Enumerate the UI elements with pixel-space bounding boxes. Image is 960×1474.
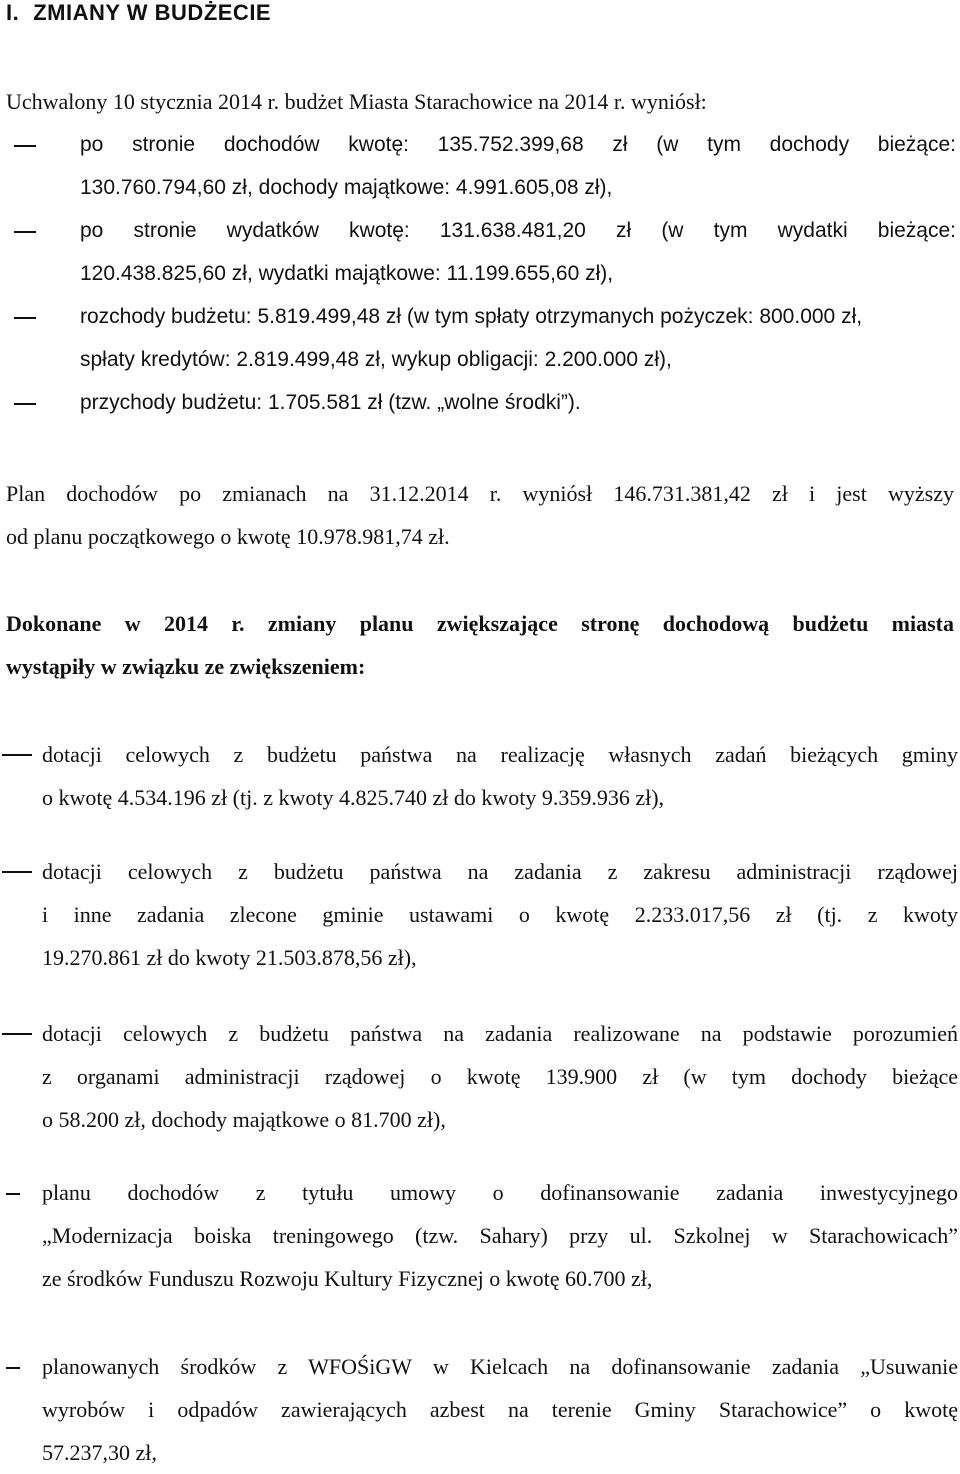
list-item-line: „Modernizacja boiska treningowego (tzw. Sahary) przy ul. Szkolnej w Starachowicach” (42, 1223, 958, 1248)
list-item-line: po stronie wydatków kwotę: 131.638.481,20 zł (w tym wydatki bieżące: (80, 219, 956, 242)
list-item-line: i inne zadania zlecone gminie ustawami o kwotę 2.233.017,56 zł (tj. z kwoty (42, 902, 958, 927)
changes-heading (6, 602, 954, 688)
changes-list (0, 1171, 958, 1300)
changes-heading-line: Dokonane w 2014 r. zmiany planu zwiększające stronę dochodową budżetu miasta (6, 611, 954, 636)
dash-bullet (6, 1367, 20, 1369)
section-heading (6, 0, 271, 26)
list-item (0, 1012, 958, 1141)
plan-line: od planu początkowego o kwotę 10.978.981,74 zł. (6, 524, 450, 549)
changes-list (0, 1012, 958, 1141)
dash-bullet (6, 1193, 20, 1195)
list-item-line: ze środków Funduszu Rozwoju Kultury Fizycznej o kwotę 60.700 zł, (42, 1266, 653, 1291)
list-item-line: o kwotę 4.534.196 zł (tj. z kwoty 4.825.740 zł do kwoty 9.359.936 zł), (42, 785, 665, 810)
plan-paragraph (6, 472, 954, 558)
list-item-line: dotacji celowych z budżetu państwa na realizację własnych zadań bieżących gminy (42, 742, 958, 767)
list-item (0, 295, 956, 381)
list-item-line: przychody budżetu: 1.705.581 zł (tzw. „wolne środki”). (80, 391, 581, 414)
list-item-line: planu dochodów z tytułu umowy o dofinansowanie zadania inwestycyjnego (42, 1180, 958, 1205)
list-item (0, 1345, 958, 1474)
changes-heading-line: wystąpiły w związku ze zwiększeniem: (6, 654, 366, 679)
list-item-line: 57.237,30 zł, (42, 1440, 157, 1465)
list-item (0, 733, 958, 819)
intro-paragraph: Uchwalony 10 stycznia 2014 r. budżet Miasta Starachowice na 2014 r. wyniósł: (6, 89, 707, 114)
list-item-line: 120.438.825,60 zł, wydatki majątkowe: 11.199.655,60 zł), (80, 262, 614, 285)
list-item-line: 130.760.794,60 zł, dochody majątkowe: 4.991.605,08 zł), (80, 176, 613, 199)
plan-line: Plan dochodów po zmianach na 31.12.2014 r. wyniósł 146.731.381,42 zł i jest wyższy (6, 481, 954, 506)
list-item (0, 209, 956, 295)
list-item-line: po stronie dochodów kwotę: 135.752.399,68 zł (w tym dochody bieżące: (80, 133, 956, 156)
list-item-line: wyrobów i odpadów zawierających azbest na terenie Gminy Starachowice” o kwotę (42, 1397, 958, 1422)
dash-bullet (2, 871, 32, 873)
list-item-line: spłaty kredytów: 2.819.499,48 zł, wykup obligacji: 2.200.000 zł), (80, 348, 672, 371)
list-item-line: 19.270.861 zł do kwoty 21.503.878,56 zł), (42, 945, 417, 970)
list-item-line: rozchody budżetu: 5.819.499,48 zł (w tym spłaty otrzymanych pożyczek: 800.000 zł, (80, 305, 863, 328)
list-item-line: dotacji celowych z budżetu państwa na zadania realizowane na podstawie porozumień (42, 1021, 958, 1046)
section-number: I. (6, 0, 20, 25)
list-item-line: z organami administracji rządowej o kwotę 139.900 zł (w tym dochody bieżące (42, 1064, 958, 1089)
list-item (0, 123, 956, 209)
section-title: ZMIANY W BUDŻECIE (33, 0, 272, 25)
list-item-line: planowanych środków z WFOŚiGW w Kielcach na dofinansowanie zadania „Usuwanie (42, 1354, 958, 1379)
dash-bullet (2, 1033, 32, 1035)
changes-list (0, 1345, 958, 1474)
list-item (0, 850, 958, 979)
list-item (0, 1171, 958, 1300)
list-item (0, 381, 956, 424)
changes-list (0, 733, 958, 819)
list-item-line: o 58.200 zł, dochody majątkowe o 81.700 zł), (42, 1107, 446, 1132)
budget-summary-list (0, 123, 956, 424)
list-item-line: dotacji celowych z budżetu państwa na zadania z zakresu administracji rządowej (42, 859, 958, 884)
dash-bullet (2, 754, 32, 756)
changes-list (0, 850, 958, 979)
